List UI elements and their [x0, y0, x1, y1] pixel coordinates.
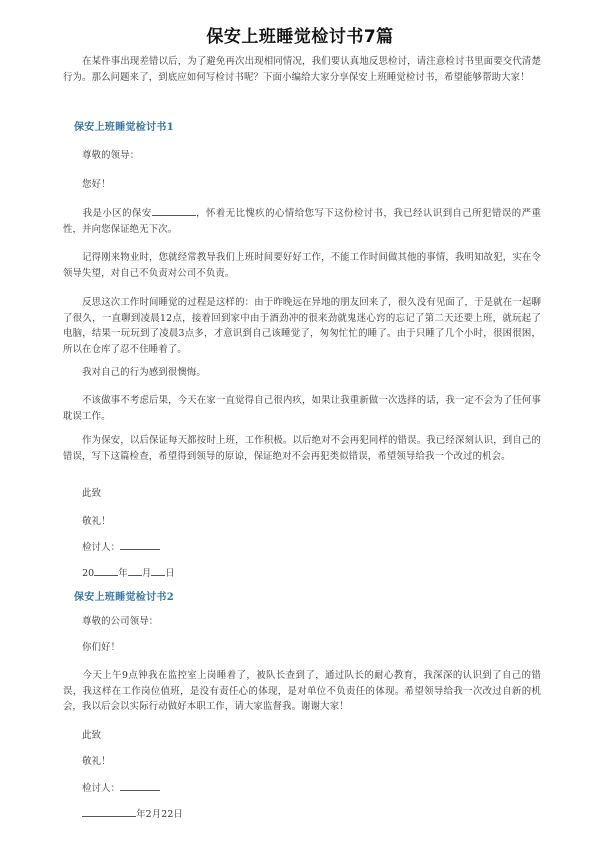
letter1-p1-part-b: ，怀着无比愧疚的心情给您写下这份检讨书，我已经认识到自己所犯错误的严重性，并向您保证绝无下次。: [63, 208, 541, 235]
letter1-p4-text: 我对自己的行为感到很懊悔。: [82, 367, 206, 378]
letter1-heading: 保安上班睡觉检讨书1: [74, 122, 174, 133]
document-title: 保安上班睡觉检讨书7篇: [206, 27, 394, 47]
letter2-greeting: [63, 640, 541, 656]
letter2-salutation: [63, 614, 541, 630]
letter2-greeting-text: 你们好！: [82, 642, 121, 653]
letter1-p2-text: 记得刚来物业时，您就经常教导我们上班时间要好好工作，不能工作时间做其他的事情，我明知故犯，实在令领导失望，对自己不负责对公司不负责。: [63, 252, 541, 279]
letter1-greeting: [63, 177, 541, 193]
letter1-paragraph-1: [63, 206, 541, 237]
letter1-signer: [63, 540, 541, 556]
letter1-paragraph-3: [63, 295, 541, 357]
letter1-closing-1-text: 此致: [82, 488, 102, 499]
letter2-p1-text: 今天上午9点钟我在监控室上岗睡着了，被队长查到了，通过队长的耐心教育，我深深的认识到了自己的错误，我这样在工作岗位值班，是没有责任心的体现，是对单位不负责任的体现。希望领导给我一次改过自新的机会，我以后会以实际行动做好本职工作，请大家监督我。谢谢大家！: [63, 670, 541, 712]
letter1-p6-text: 作为保安，以后保证每天都按时上班，工作积极。以后绝对不会再犯同样的错误。我已经深刻认识，到自己的错误，写下这篇检查，希望得到领导的原谅，保证绝对不会再犯类似错误，希望领导给我一个改过的机会。: [63, 435, 541, 462]
name-blank-line: [152, 215, 196, 216]
letter2-heading: 保安上班睡觉检讨书2: [74, 592, 174, 603]
letter1-date-prefix: 20: [82, 568, 95, 579]
letter2-paragraph-1: [63, 668, 541, 715]
day-blank-line: [151, 575, 165, 576]
letter1-paragraph-2: [63, 250, 541, 281]
letter1-greeting-text: 您好！: [82, 179, 111, 190]
letter1-p1-part-a: 我是小区的保安: [82, 208, 152, 219]
letter1-signer-label: 检讨人：: [82, 542, 121, 553]
letter1-paragraph-4: [63, 365, 541, 381]
letter2-date: [63, 807, 541, 823]
year-blank-line: [94, 575, 118, 576]
letter2-signer-label: 检讨人：: [82, 783, 121, 794]
letter1-paragraph-6: [63, 433, 541, 464]
letter2-closing-1-text: 此致: [82, 730, 102, 741]
letter1-closing-2: [63, 514, 541, 530]
intro-text: 在某件事出现差错以后，为了避免再次出现相同情况，我们要认真地反思检讨，请注意检讨书里面要交代清楚行为。那么问题来了，到底应如何写检讨书呢？下面小编给大家分享保安上班睡觉检讨书，希望能够帮助大家！: [63, 56, 541, 83]
letter1-closing-2-text: 敬礼！: [82, 516, 111, 527]
letter2-closing-2-text: 敬礼！: [82, 756, 111, 767]
letter2-closing-2: [63, 754, 541, 770]
letter2-date-text: 年2月22日: [136, 809, 183, 820]
letter1-p3-text: 反思这次工作时间睡觉的过程是这样的：由于昨晚远在异地的朋友回来了，很久没有见面了，于是就在一起聊了很久，一直聊到凌晨12点，接着回到家中由于酒劲冲的很来劲就鬼迷心窍的忘记了第二天还要上班，就玩起了电脑，结果一玩玩到了凌晨3点多，才意识到自己该睡觉了，匆匆忙忙的睡了。由于只睡了几个小时，很困很困，所以在仓库了忍不住睡着了。: [63, 297, 541, 355]
month-blank-line: [128, 575, 142, 576]
intro-paragraph: [63, 54, 541, 85]
letter2-signer: [63, 781, 541, 797]
signer-blank-line: [120, 549, 160, 550]
letter1-date-month: 月: [141, 568, 152, 579]
letter1-p5-text: 不该做事不考虑后果，今天在家一直觉得自己很内疚，如果让我重新做一次选择的话，我一定不会为了任何事耽误工作。: [63, 395, 541, 422]
year2-blank-line: [82, 816, 136, 817]
letter1-date: [63, 566, 541, 582]
letter1-date-year: 年: [118, 568, 128, 579]
signer2-blank-line: [120, 790, 160, 791]
letter1-paragraph-5: [63, 393, 541, 424]
letter2-closing-1: [63, 728, 541, 744]
letter1-salutation-text: 尊敬的领导：: [82, 150, 140, 161]
letter1-date-day: 日: [165, 568, 175, 579]
letter2-salutation-text: 尊敬的公司领导：: [82, 616, 159, 627]
letter1-salutation: [63, 148, 541, 164]
letter1-closing-1: [63, 486, 541, 502]
